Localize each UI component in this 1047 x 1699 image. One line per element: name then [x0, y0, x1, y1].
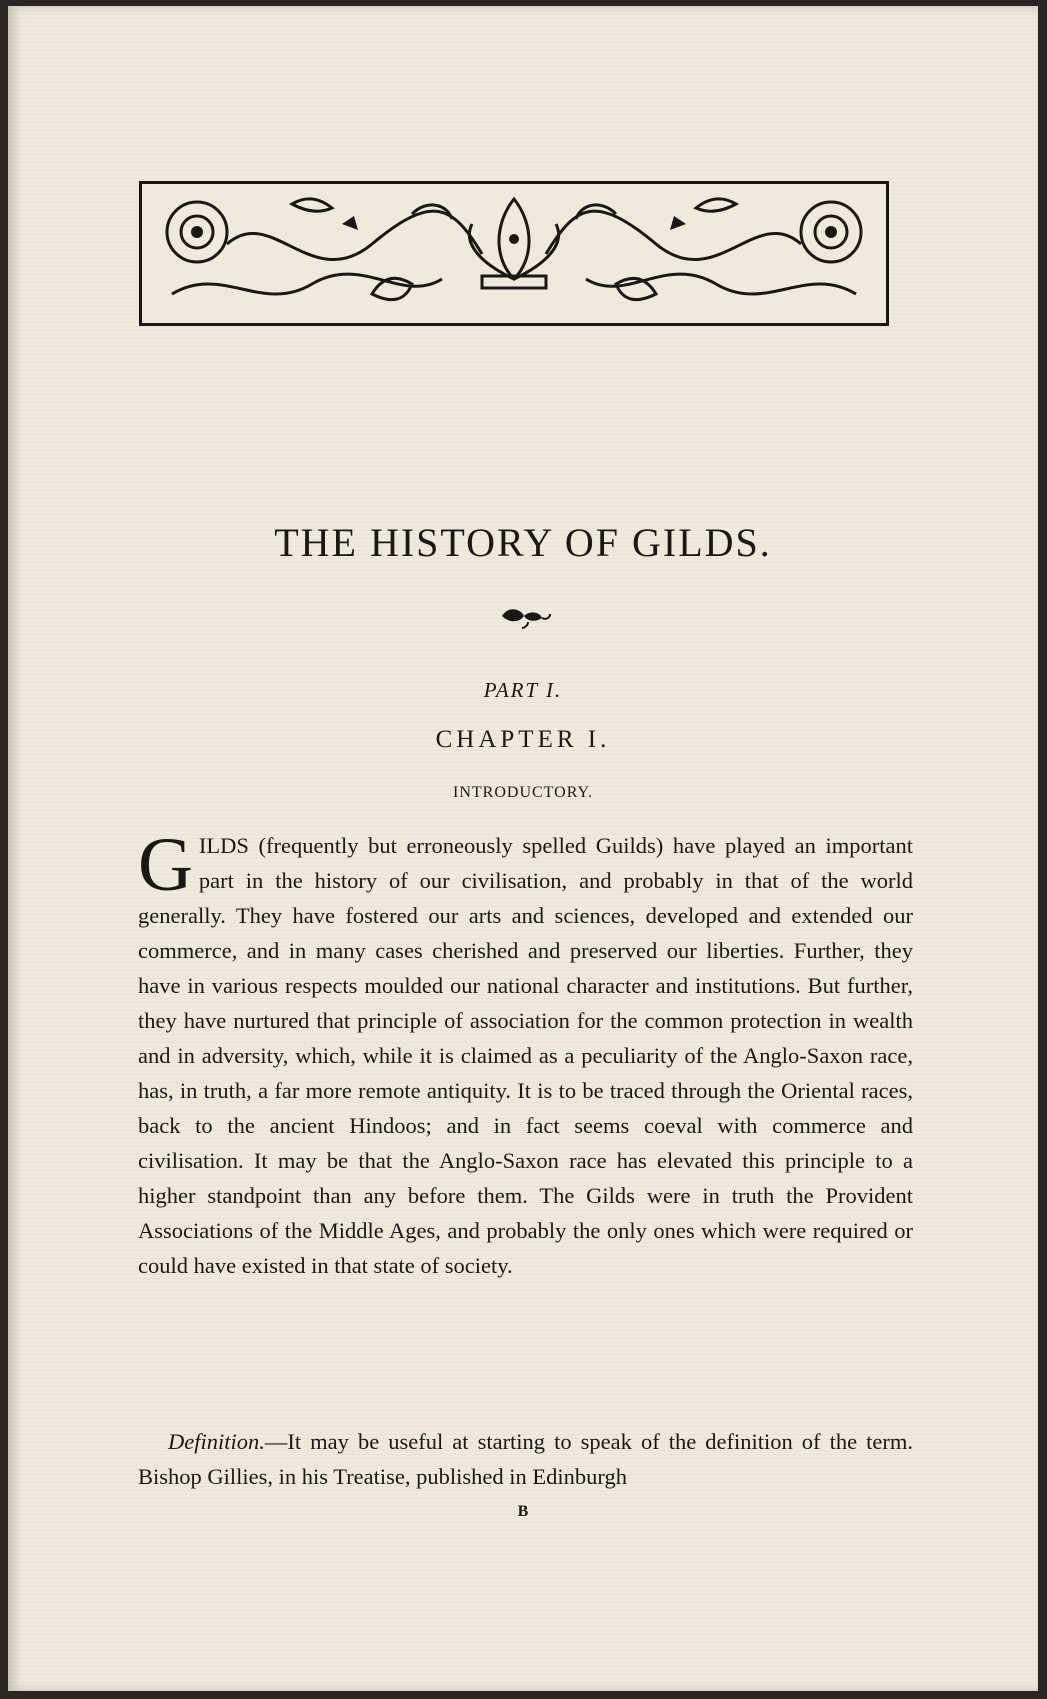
paragraph-definition: [138, 1424, 913, 1494]
book-page: [8, 6, 1038, 1691]
paragraph-text: ILDS (frequently but erroneously spelled Guilds) have played an important part in the history of our civilisation, and probably in that of the world generally. They have fostered our arts and sciences, developed and extended our commerce, and in many cases cherished and preserved our liberties. Further, they have in various respects moulded our national character and institutions. But further, they have nurtured that principle of association for the common protection in wealth and in adversity, which, while it is claimed as a peculiarity of the Anglo-Saxon race, has, in truth, a far more remote antiquity. It is to be traced through the Oriental races, back to the ancient Hindoos; and in fact seems coeval with commerce and civilisation. It may be that the Anglo-Saxon race has elevated this principle to a higher standpoint than any before them. The Gilds were in truth the Provident Associations of the Middle Ages, and probably the only ones which were required or could have existed in that state of society.: [138, 833, 913, 1278]
paragraph-introduction: [138, 823, 913, 1283]
signature-mark: B: [517, 1503, 529, 1520]
drop-cap: G: [138, 823, 193, 907]
definition-lead: Definition.: [168, 1429, 265, 1454]
book-title: THE HISTORY OF GILDS.: [274, 520, 772, 565]
part-heading: PART I.: [483, 678, 563, 702]
leaf-fleuron-icon: [498, 602, 554, 632]
chapter-heading: CHAPTER I.: [435, 726, 611, 753]
paragraph-text: —It may be useful at starting to speak of the definition of the term. Bishop Gillies, in his Treatise, published in Edinburgh: [138, 1429, 913, 1489]
ornamental-headpiece-icon: [139, 181, 889, 326]
section-heading: INTRODUCTORY.: [453, 784, 593, 801]
